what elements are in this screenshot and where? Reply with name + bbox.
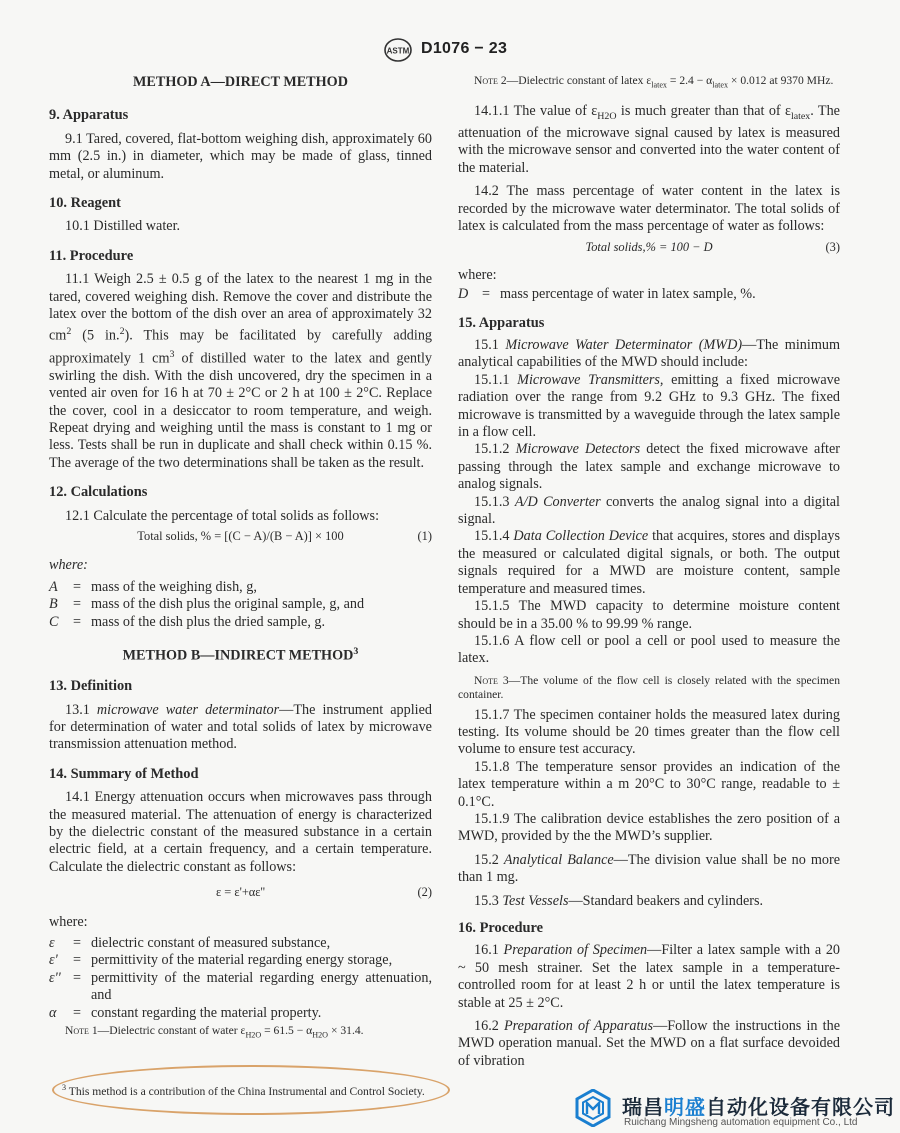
note-2: Note 2—Dielectric constant of latex $\varepsilon_{latex} = 2.4 - \alpha_{latex} \times 0.012$ at 9370 MHz. — [474, 74, 834, 90]
para-14-2: 14.2 The mass percentage of water content in the latex is recorded by the microwave water determinator. The total solids of latex is calculated from the mass percentage of water as follows: — [458, 183, 840, 234]
section-14-title: 14. Summary of Method — [49, 765, 199, 782]
para-16-2: 16.2 Preparation of Apparatus—Follow the instructions in the MWD operation manual. Set the MWD on a flat surface devoided of vibration — [458, 1018, 841, 1069]
para-9-1: 9.1 Tared, covered, flat-bottom weighing dish, approximately 60 mm (2.5 in.) in diameter, which may be made of glass, tinned metal, or aluminum. — [49, 130, 432, 182]
definition-list-1 — [49, 579, 432, 631]
section-15-title: 15. Apparatus — [458, 314, 545, 331]
page-header — [0, 38, 900, 64]
para-10-1: 10.1 Distilled water. — [65, 218, 181, 235]
note-3: Note 3—The volume of the flow cell is closely related with the specimen container. — [458, 673, 840, 702]
para-15-1-1: 15.1.1 Microwave Transmitters, emitting a fixed microwave radiation over the range from 9.2 GHz to 9.3 GHz. The fixed microwave is transmitted by a waveguide through the latex sample in a flow cell. — [458, 371, 841, 441]
definition-row: ε = dielectric constant of measured substance, — [49, 935, 331, 952]
watermark — [570, 1087, 900, 1133]
footnote-3: $^3$ This method is a contribution of the China Instrumental and Control Society. — [62, 1083, 425, 1098]
section-13-title: 13. Definition — [49, 678, 133, 695]
equation-2-number: (2) — [417, 885, 432, 900]
para-15-1-8: 15.1.8 The temperature sensor provides an indication of the latex temperature within a m 20°C to 30°C range, readable to ± 0.1°C. — [458, 758, 840, 810]
para-15-2: 15.2 Analytical Balance—The division value shall be no more than 1 mg. — [458, 851, 841, 886]
para-15-1-2: 15.1.2 Microwave Detectors detect the fixed microwave after passing through the latex sample and exchange microwave to analog signals. — [458, 441, 841, 493]
para-12-1: 12.1 Calculate the percentage of total solids as follows: — [65, 507, 380, 524]
para-15-1-7: 15.1.7 The specimen container holds the measured latex during testing. Its volume should be 20 times greater than the flow cell volume to ensure test accuracy. — [458, 706, 840, 758]
para-15-1-4: 15.1.4 Data Collection Device that acquires, stores and displays the measured or calculated digital signals, or both. The output signals required for a MWD are moisture content, sample temperature and measured times. — [458, 528, 840, 597]
equation-3: Total solids,% = 100 − D (3) — [458, 239, 840, 256]
company-logo-icon — [574, 1089, 612, 1127]
logo-text: ASTM — [386, 46, 410, 56]
definition-list-2 — [49, 935, 432, 1022]
right-column — [458, 74, 840, 1070]
company-name-cn: 瑞昌明盛自动化设备有限公司 — [622, 1095, 895, 1119]
para-13-1: 13.1 microwave water determinator—The instrument applied for determination of water and total solids of latex by microwave transmission attenuation method. — [49, 701, 432, 753]
document-id: D1076 − 23 — [421, 40, 508, 57]
left-column — [49, 74, 432, 1043]
para-16-1: 16.1 Preparation of Specimen—Filter a latex sample with a 20 ~ 50 mesh strainer. Set the latex sample in a temperature-controlled room for at least 2 h or until the latex temperature is stable at 25 ± 2°C. — [458, 942, 841, 1011]
definition-row: ε'' = permittivity of the material regarding energy attenuation, and — [49, 969, 432, 1004]
astm-logo-icon — [383, 38, 413, 62]
where-label-1: where: — [49, 557, 88, 574]
equation-1-number: (1) — [417, 529, 432, 543]
definition-row: ε' = permittivity of the material regarding energy storage, — [49, 952, 393, 969]
equation-3-number: (3) — [825, 240, 840, 255]
equation-1: Total solids, % = [(C − A)/(B − A)] × 100 (1) — [49, 528, 432, 545]
para-11-1: 11.1 Weigh 2.5 ± 0.5 g of the latex to the nearest 1 mg in the tared, covered weighing dish. Remove the cover and distribute the latex over the bottom of the dish over an area of approximately 32 $cm^2$ (5 in.$^2$). This may be facilitated by carefully adding approximately 1 $cm^3$ of distilled water to the latex and gently swirling the dish. With the dish uncovered, dry the specimen in a vented air oven for 16 h at 70 ± 2°C or 2 h at 100 ± 2°C. Replace the cover, cool in a desiccator to room temperature, and weigh. Repeat drying and weighing until the mass is constant to 1 mg or less. Tests shall be run in duplicate and shall check within 0.15 %. The average of the two determinations shall be taken as the result. — [49, 271, 433, 471]
where-label-3: where: — [458, 266, 497, 283]
company-name-en: Ruichang Mingsheng automation equipment Co., Ltd — [624, 1117, 858, 1128]
note-1: Note 1—Dielectric constant of water $\varepsilon_{H2O} = 61.5 - \alpha_{H2O} \times 31.4$. — [65, 1024, 364, 1040]
method-a-title: METHOD A—DIRECT METHOD — [133, 74, 348, 90]
para-15-1-9: 15.1.9 The calibration device establishes the zero position of a MWD, provided by the the MWD’s supplier. — [458, 810, 840, 845]
section-16-title: 16. Procedure — [458, 920, 543, 937]
definition-d: D = mass percentage of water in latex sample, %. — [458, 286, 756, 303]
where-label-2: where: — [49, 913, 88, 930]
para-15-1: 15.1 Microwave Water Determinator (MWD)—The minimum analytical capabilities of the MWD should include: — [458, 337, 840, 371]
definition-row: α = constant regarding the material property. — [49, 1004, 322, 1021]
section-9-title: 9. Apparatus — [49, 107, 129, 124]
section-11-title: 11. Procedure — [49, 247, 134, 264]
para-15-1-5: 15.1.5 The MWD capacity to determine moisture content should be in a 35.00 % to 99.99 % range. — [458, 598, 840, 632]
para-15-3: 15.3 Test Vessels—Standard beakers and cylinders. — [474, 892, 764, 909]
section-10-title: 10. Reagent — [49, 195, 121, 212]
equation-2: ε = ε'+αε'' (2) — [49, 884, 432, 901]
section-12-title: 12. Calculations — [49, 484, 148, 501]
definition-row: A = mass of the weighing dish, g, — [49, 578, 257, 595]
para-15-1-3: 15.1.3 A/D Converter converts the analog signal into a digital signal. — [458, 493, 840, 528]
definition-row: B = mass of the dish plus the original sample, g, and — [49, 596, 365, 613]
definition-row: C = mass of the dish plus the dried sample, g. — [49, 613, 326, 630]
method-b-title: METHOD B—INDIRECT METHOD$^3$ — [122, 646, 359, 664]
para-14-1-1: 14.1.1 The value of $\varepsilon_{H2O}$ is much greater than that of $\varepsilon_{latex}$. The attenuation of the microwave signal caused by latex is measured with the microwave sensor and converted into the water content of the material. — [458, 102, 840, 176]
para-14-1: 14.1 Energy attenuation occurs when microwaves pass through the measured material. The attenuation of energy is characterized by the dielectric constant of the measured substance in a certain electric field, at a certain frequency, and a certain temperature. Calculate the dielectric constant as follows: — [49, 789, 432, 875]
para-15-1-6: 15.1.6 A flow cell or pool a cell or pool used to measure the latex. — [458, 632, 840, 667]
